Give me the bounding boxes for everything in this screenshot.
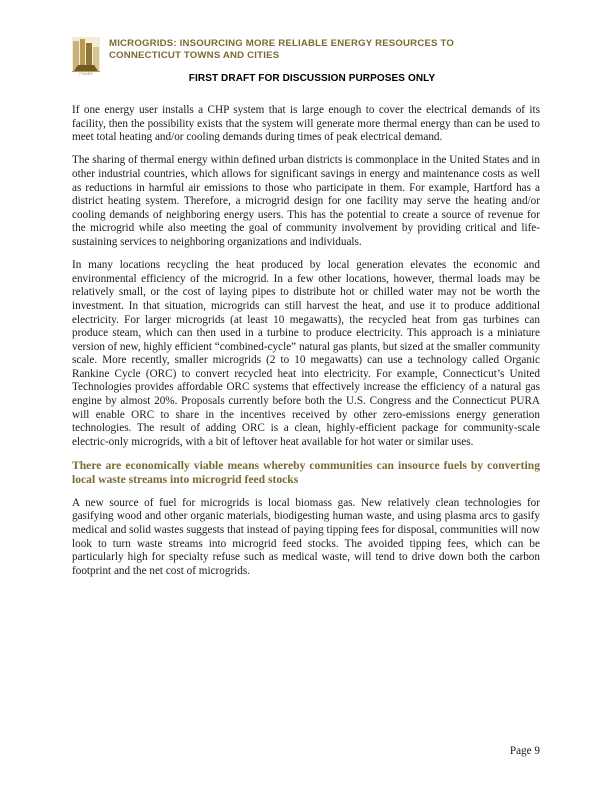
paragraph-chp-thermal: If one energy user installs a CHP system that is large enough to cover the electrical demands of its facility, then the possibility exists that the system will generate more thermal energy than can be used to meet total heating and/or cooling demands during times of peak electrical demand. — [72, 104, 540, 144]
draft-notice — [0, 73, 612, 84]
page-number: Page 9 — [509, 745, 540, 757]
document-body — [72, 104, 540, 588]
paragraph-heat-recycling: In many locations recycling the heat produced by local generation elevates the economic and environmental efficiency of the microgrid. In a few other locations, however, thermal loads may be relatively small, or the cost of laying pipes to distribute hot or chilled water may not be worth the investment. In that situation, microgrids can still harvest the heat, and use it to produce additional electricity. For larger microgrids (at least 10 megawatts), the recycled heat from gas turbines can produce steam, which can then used in a turbine to produce electricity. This approach is a miniature version of new, highly efficient “combined-cycle” natural gas plants, but sized at the smaller community scale. More recently, smaller microgrids (2 to 10 megawatts) can use a technology called Organic Rankine Cycle (ORC) to convert recycled heat into electricity. For example, Connecticut’s United Technologies provides affordable ORC systems that effectively increase the efficiency of a natural gas engine by almost 20%. Proposals currently before both the U.S. Congress and the Connecticut PURA will enable ORC to share in the incentives received by other zero-emissions energy generation technologies. The result of adding ORC is a clean, highly-efficient package for community-scale electric-only microgrids, with a bit of leftover heat available for hot water or similar uses. — [72, 259, 540, 448]
document-header-title — [109, 38, 529, 62]
section-heading-insource-fuels: There are economically viable means whereby communities can insource fuels by converting local waste streams into microgrid feed stocks — [72, 459, 540, 487]
paragraph-biomass-gas: A new source of fuel for microgrids is local biomass gas. New relatively clean technologies for gasifying wood and other organic materials, biodigesting human waste, and using plasma arcs to gasify medical and solid wastes suggests that instead of paying tipping fees for disposal, communities will now look to turn waste streams into microgrid feed stocks. The avoided tipping fees, which can be particularly high for specialty refuse such as medical waste, will tend to drive down both the carbon footprint and the net cost of microgrids. — [72, 496, 540, 577]
draft-notice-text: FIRST DRAFT FOR DISCUSSION PURPOSES ONLY — [188, 73, 436, 84]
paragraph-thermal-sharing: The sharing of thermal energy within defined urban districts is commonplace in the United States and in other industrial countries, which allows for significant savings in energy and maintenance costs as well as reductions in harmful air emissions to those who participate in them. For example, Hartford has a district heating system. Therefore, a microgrid design for one facility may serve the heating and/or cooling demands of neighboring energy users. This has the potential to create a source of revenue for the microgrid while also meeting the goal of community involvement by providing critical and life-sustaining services to neighboring organizations and individuals. — [72, 154, 540, 248]
header-title-line-1: MICROGRIDS: INSOURCING MORE RELIABLE ENERGY RESOURCES TO — [109, 38, 455, 49]
header-title-line-2: CONNECTICUT TOWNS AND CITIES — [109, 50, 280, 61]
logo-text: POWER — [79, 72, 93, 76]
